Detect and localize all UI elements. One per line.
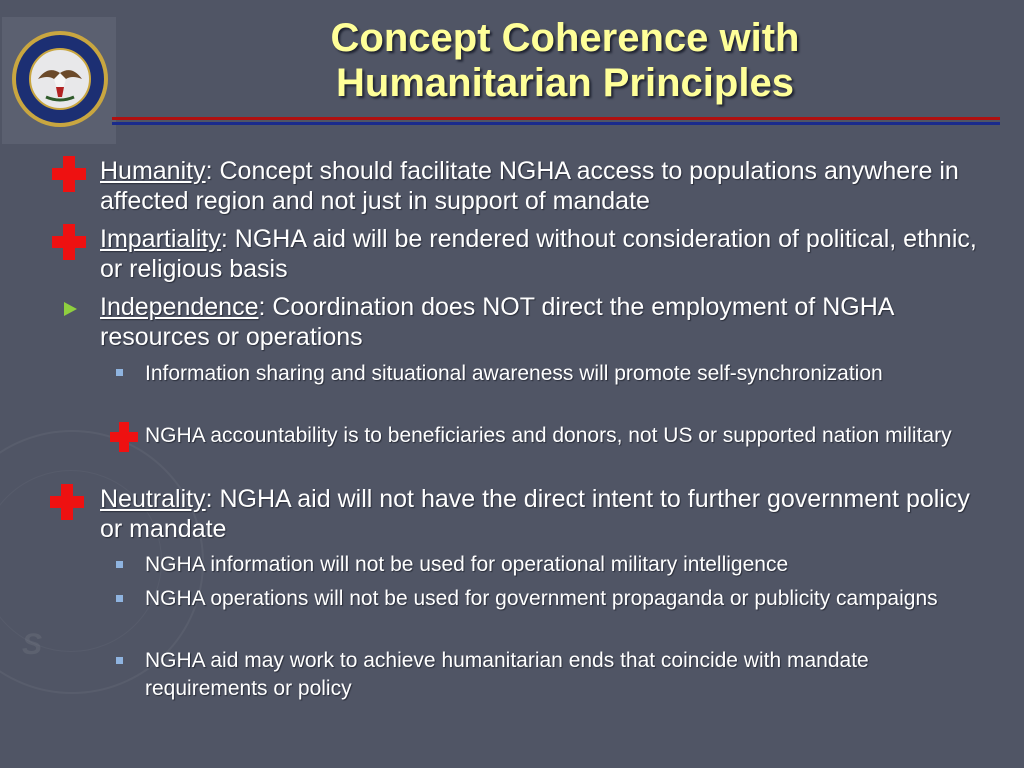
red-cross-icon <box>52 156 86 192</box>
department-of-defense-seal-icon <box>10 29 110 129</box>
bullet-independence-text: : Coordination does NOT direct the employment of NGHA resources or operations <box>100 293 894 351</box>
sub-bullet-intelligence: NGHA information will not be used for operational military intelligence <box>145 553 789 576</box>
term-impartiality: Impartiality <box>100 225 221 253</box>
red-cross-icon <box>110 422 138 452</box>
slide-title-line-1: Concept Coherence with <box>330 16 800 60</box>
term-neutrality: Neutrality <box>100 485 206 513</box>
term-independence: Independence <box>100 293 259 321</box>
red-cross-icon <box>50 484 84 520</box>
red-cross-icon <box>52 224 86 260</box>
square-bullet-icon <box>116 595 123 602</box>
bullet-neutrality <box>100 484 980 544</box>
sub-bullet-humanitarian-ends: NGHA aid may work to achieve humanitarian ends that coincide with mandate requirements or policy <box>145 649 869 700</box>
sub-bullet-accountability: NGHA accountability is to beneficiaries and donors, not US or supported nation military <box>145 424 952 447</box>
bullet-impartiality-text: : NGHA aid will be rendered without consideration of political, ethnic, or religious basis <box>100 225 977 283</box>
square-bullet-icon <box>116 561 123 568</box>
arrow-bullet-icon <box>64 302 77 316</box>
square-bullet-icon <box>116 657 123 664</box>
slide-title <box>200 16 930 106</box>
bullet-humanity <box>100 156 980 216</box>
bullet-neutrality-text: : NGHA aid will not have the direct intent to further government policy or mandate <box>100 485 970 543</box>
slide-title-line-2: Humanitarian Principles <box>336 61 794 105</box>
term-humanity: Humanity <box>100 157 206 185</box>
sub-bullet-propaganda: NGHA operations will not be used for government propaganda or publicity campaigns <box>145 587 938 610</box>
background-compass-letter: S <box>22 628 43 661</box>
sub-bullet-information-sharing: Information sharing and situational awareness will promote self-synchronization <box>145 362 883 385</box>
title-rule-blue <box>112 122 1000 125</box>
bullet-independence <box>100 292 980 352</box>
bullet-humanity-text: : Concept should facilitate NGHA access to populations anywhere in affected region and not just in support of mandate <box>100 157 959 215</box>
square-bullet-icon <box>116 369 123 376</box>
bullet-impartiality <box>100 224 980 284</box>
logo-panel <box>2 17 116 144</box>
title-rule-red <box>112 117 1000 120</box>
